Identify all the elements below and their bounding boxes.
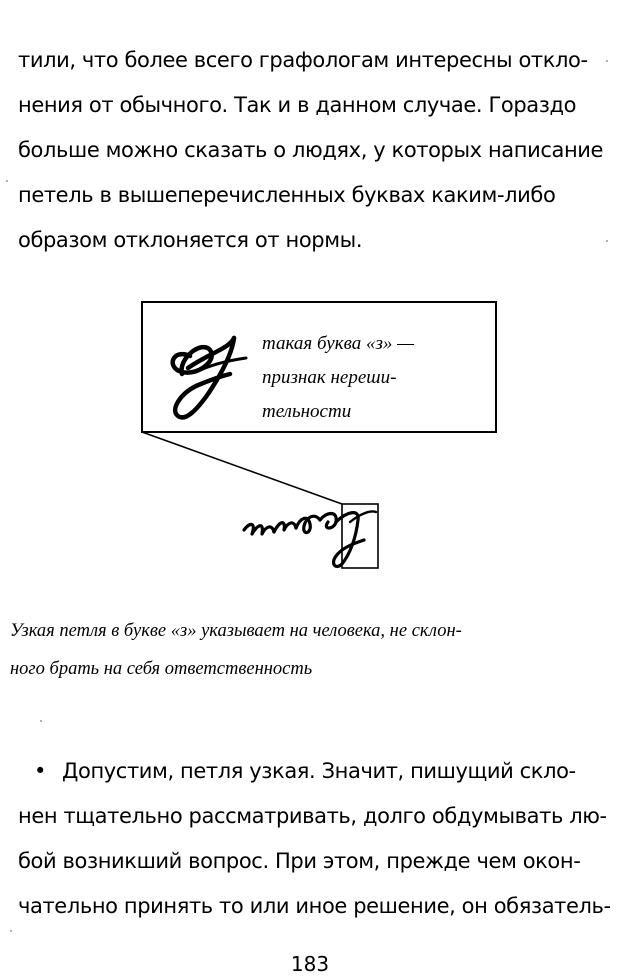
caption-line: Узкая петля в букве «з» указывает на человека, не склон- (10, 621, 462, 641)
text-line: петель в вышеперечисленных буквах каким-либо (18, 183, 556, 207)
callout-text-line: признак нереши- (262, 367, 397, 388)
text-line: больше можно сказать о людях, у которых написание (18, 138, 604, 162)
text-line: тили, что более всего графологам интересны откло- (18, 48, 588, 72)
body-paragraph-1 (18, 38, 608, 263)
page-number: 183 (290, 952, 330, 976)
scan-speck (10, 930, 12, 932)
text-line: нения от обычного. Так и в данном случае. Гораздо (18, 93, 577, 117)
enlarged-letter-z-icon (173, 338, 246, 417)
text-line-with-bullet (18, 749, 608, 794)
scan-speck (606, 240, 608, 242)
figure-caption (10, 612, 615, 688)
scan-speck (606, 60, 608, 62)
scan-speck (6, 180, 8, 182)
scan-speck (40, 720, 42, 722)
handwritten-word-icon (244, 511, 376, 566)
text-line: Допустим, петля узкая. Значит, пишущий скло- (62, 759, 576, 783)
text-line: чательно принять то или иное решение, он обязатель- (18, 894, 611, 918)
callout-text (262, 327, 487, 429)
text-line: нен тщательно рассматривать, долго обдумывать лю- (18, 804, 607, 828)
callout-text-line: тельности (262, 401, 352, 422)
caption-line: ного брать на себя ответственность (10, 659, 313, 679)
text-line: бой возникший вопрос. При этом, прежде чем окон- (18, 849, 581, 873)
body-paragraph-2 (18, 749, 611, 929)
text-line: образом отклоняется от нормы. (18, 228, 363, 252)
callout-text-line: такая буква «з» — (262, 333, 414, 354)
callout-connector (142, 432, 342, 504)
bullet-icon: • (34, 759, 46, 783)
